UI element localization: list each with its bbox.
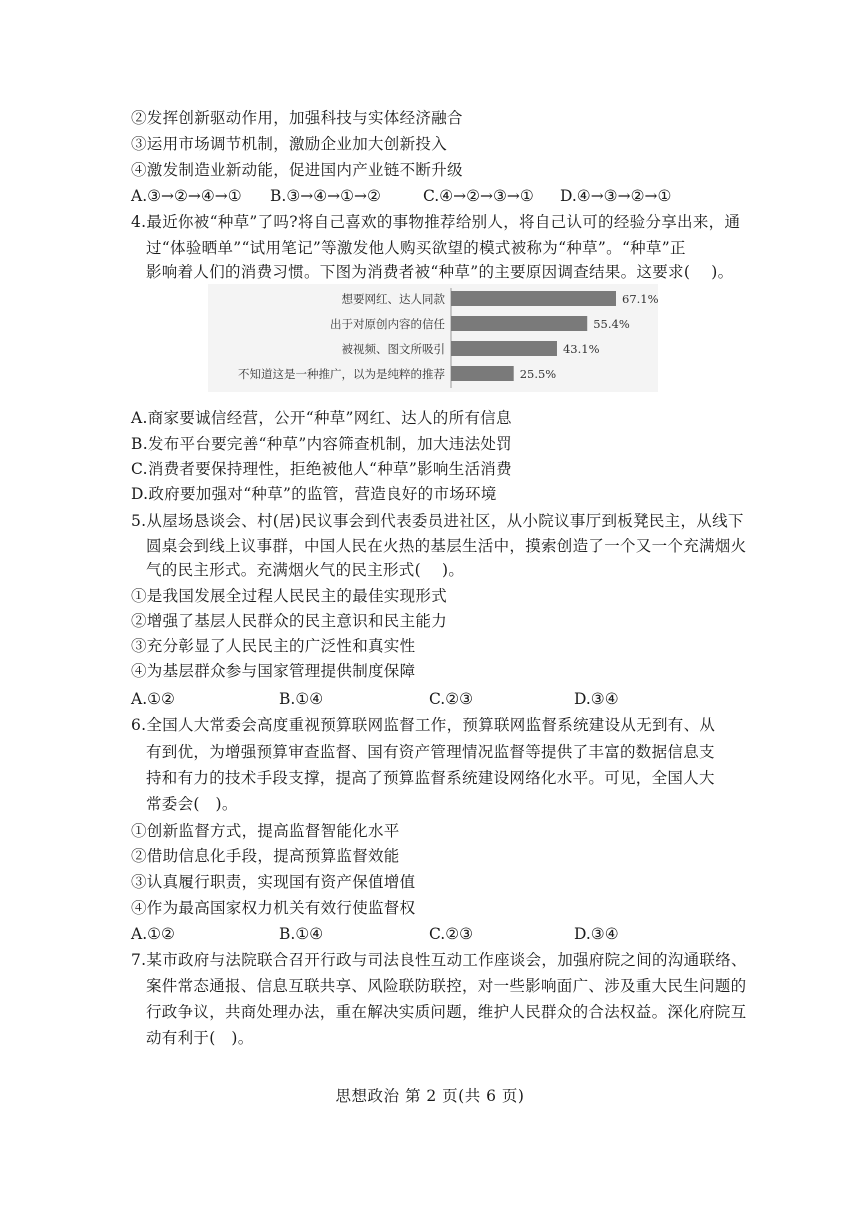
category-label: 想要网红、达人同款 xyxy=(341,292,445,306)
q3-option-b: B.③→④→①→② xyxy=(270,187,381,205)
q6-stem-line-3: 持和有力的技术手段支撑，提高了预算监督系统建设网络化水平。可见，全国人大 xyxy=(146,769,715,787)
q4-option-d: D.政府要加强对“种草”的监管，营造良好的市场环境 xyxy=(131,485,497,503)
q4-stem-line-2: 过“体验晒单”“试用笔记”等激发他人购买欲望的模式被称为“种草”。“种草”正 xyxy=(146,239,686,257)
q4-stem-line-3: 影响着人们的消费习惯。下图为消费者被“种草”的主要原因调查结果。这要求( )。 xyxy=(146,263,734,281)
data-label: 67.1% xyxy=(622,292,658,306)
q3-item-3: ③运用市场调节机制，激励企业加大创新投入 xyxy=(131,135,448,153)
bar xyxy=(451,316,587,331)
q3-item-4: ④激发制造业新动能，促进国内产业链不断升级 xyxy=(131,161,463,179)
survey-bar-chart xyxy=(208,284,658,392)
q6-item-3: ③认真履行职责，实现国有资产保值增值 xyxy=(131,873,416,891)
data-label: 43.1% xyxy=(562,342,600,356)
q3-options xyxy=(131,186,731,206)
q5-option-d: D.③④ xyxy=(574,690,619,708)
q6-stem-line-4: 常委会( )。 xyxy=(146,795,238,813)
q5-item-1: ①是我国发展全过程人民民主的最佳实现形式 xyxy=(131,587,448,605)
q5-stem-line-3: 气的民主形式。充满烟火气的民主形式( )。 xyxy=(146,561,465,579)
category-label: 被视频、图文所吸引 xyxy=(341,342,445,356)
q3-option-a: A.③→②→④→① xyxy=(131,187,242,205)
q3-option-c: C.④→②→③→① xyxy=(423,187,534,205)
q6-item-2: ②借助信息化手段，提高预算监督效能 xyxy=(131,847,400,865)
category-label: 不知道这是一种推广，以为是纯粹的推荐 xyxy=(238,367,445,381)
q6-options xyxy=(131,924,731,944)
q5-option-a: A.①② xyxy=(131,690,175,708)
bar xyxy=(451,341,557,356)
q4-option-b: B.发布平台要完善“种草”内容筛查机制，加大违法处罚 xyxy=(131,435,512,453)
q4-option-a: A.商家要诚信经营，公开“种草”网红、达人的所有信息 xyxy=(131,409,512,427)
q3-option-d: D.④→③→②→① xyxy=(560,187,672,205)
data-label: 55.4% xyxy=(593,317,630,331)
q5-stem-line-2: 圆桌会到线上议事群，中国人民在火热的基层生活中，摸索创造了一个又一个充满烟火 xyxy=(146,537,747,555)
q5-stem-line-1: 5.从屋场恳谈会、村(居)民议事会到代表委员进社区，从小院议事厅到板凳民主，从线下 xyxy=(131,512,744,530)
q3-item-2: ②发挥创新驱动作用，加强科技与实体经济融合 xyxy=(131,109,463,127)
q7-stem-line-4: 动有利于( )。 xyxy=(146,1029,254,1047)
q5-item-4: ④为基层群众参与国家管理提供制度保障 xyxy=(131,662,416,680)
q5-option-c: C.②③ xyxy=(429,690,474,708)
q6-stem-line-1: 6.全国人大常委会高度重视预算联网监督工作，预算联网监督系统建设从无到有、从 xyxy=(131,716,716,734)
q6-option-b: B.①④ xyxy=(279,925,324,943)
chart-svg xyxy=(208,284,658,392)
q4-option-c: C.消费者要保持理性，拒绝被他人“种草”影响生活消费 xyxy=(131,460,512,478)
q6-stem-line-2: 有到优，为增强预算审查监督、国有资产管理情况监督等提供了丰富的数据信息支 xyxy=(146,743,715,761)
q6-option-a: A.①② xyxy=(131,925,175,943)
q6-option-d: D.③④ xyxy=(574,925,619,943)
q6-option-c: C.②③ xyxy=(429,925,474,943)
q7-stem-line-3: 行政争议，共商处理办法，重在解决实质问题，维护人民群众的合法权益。深化府院互 xyxy=(146,1003,747,1021)
q7-stem-line-2: 案件常态通报、信息互联共享、风险联防联控，对一些影响面广、涉及重大民生问题的 xyxy=(146,977,747,995)
q5-options xyxy=(131,689,731,709)
category-label: 出于对原创内容的信任 xyxy=(330,317,445,331)
bar xyxy=(451,366,514,381)
q5-item-2: ②增强了基层人民群众的民主意识和民主能力 xyxy=(131,612,448,630)
bar xyxy=(451,291,616,306)
q5-item-3: ③充分彰显了人民民主的广泛性和真实性 xyxy=(131,637,416,655)
q5-option-b: B.①④ xyxy=(279,690,324,708)
q4-stem-line-1: 4.最近你被“种草”了吗?将自己喜欢的事物推荐给别人，将自己认可的经验分享出来，通 xyxy=(131,213,741,231)
page-footer: 思想政治 第 2 页(共 6 页) xyxy=(335,1087,525,1105)
q7-stem-line-1: 7.某市政府与法院联合召开行政与司法良性互动工作座谈会，加强府院之间的沟通联络、 xyxy=(131,951,747,969)
q6-item-4: ④作为最高国家权力机关有效行使监督权 xyxy=(131,899,416,917)
q6-item-1: ①创新监督方式，提高监督智能化水平 xyxy=(131,822,400,840)
data-label: 25.5% xyxy=(519,367,557,381)
